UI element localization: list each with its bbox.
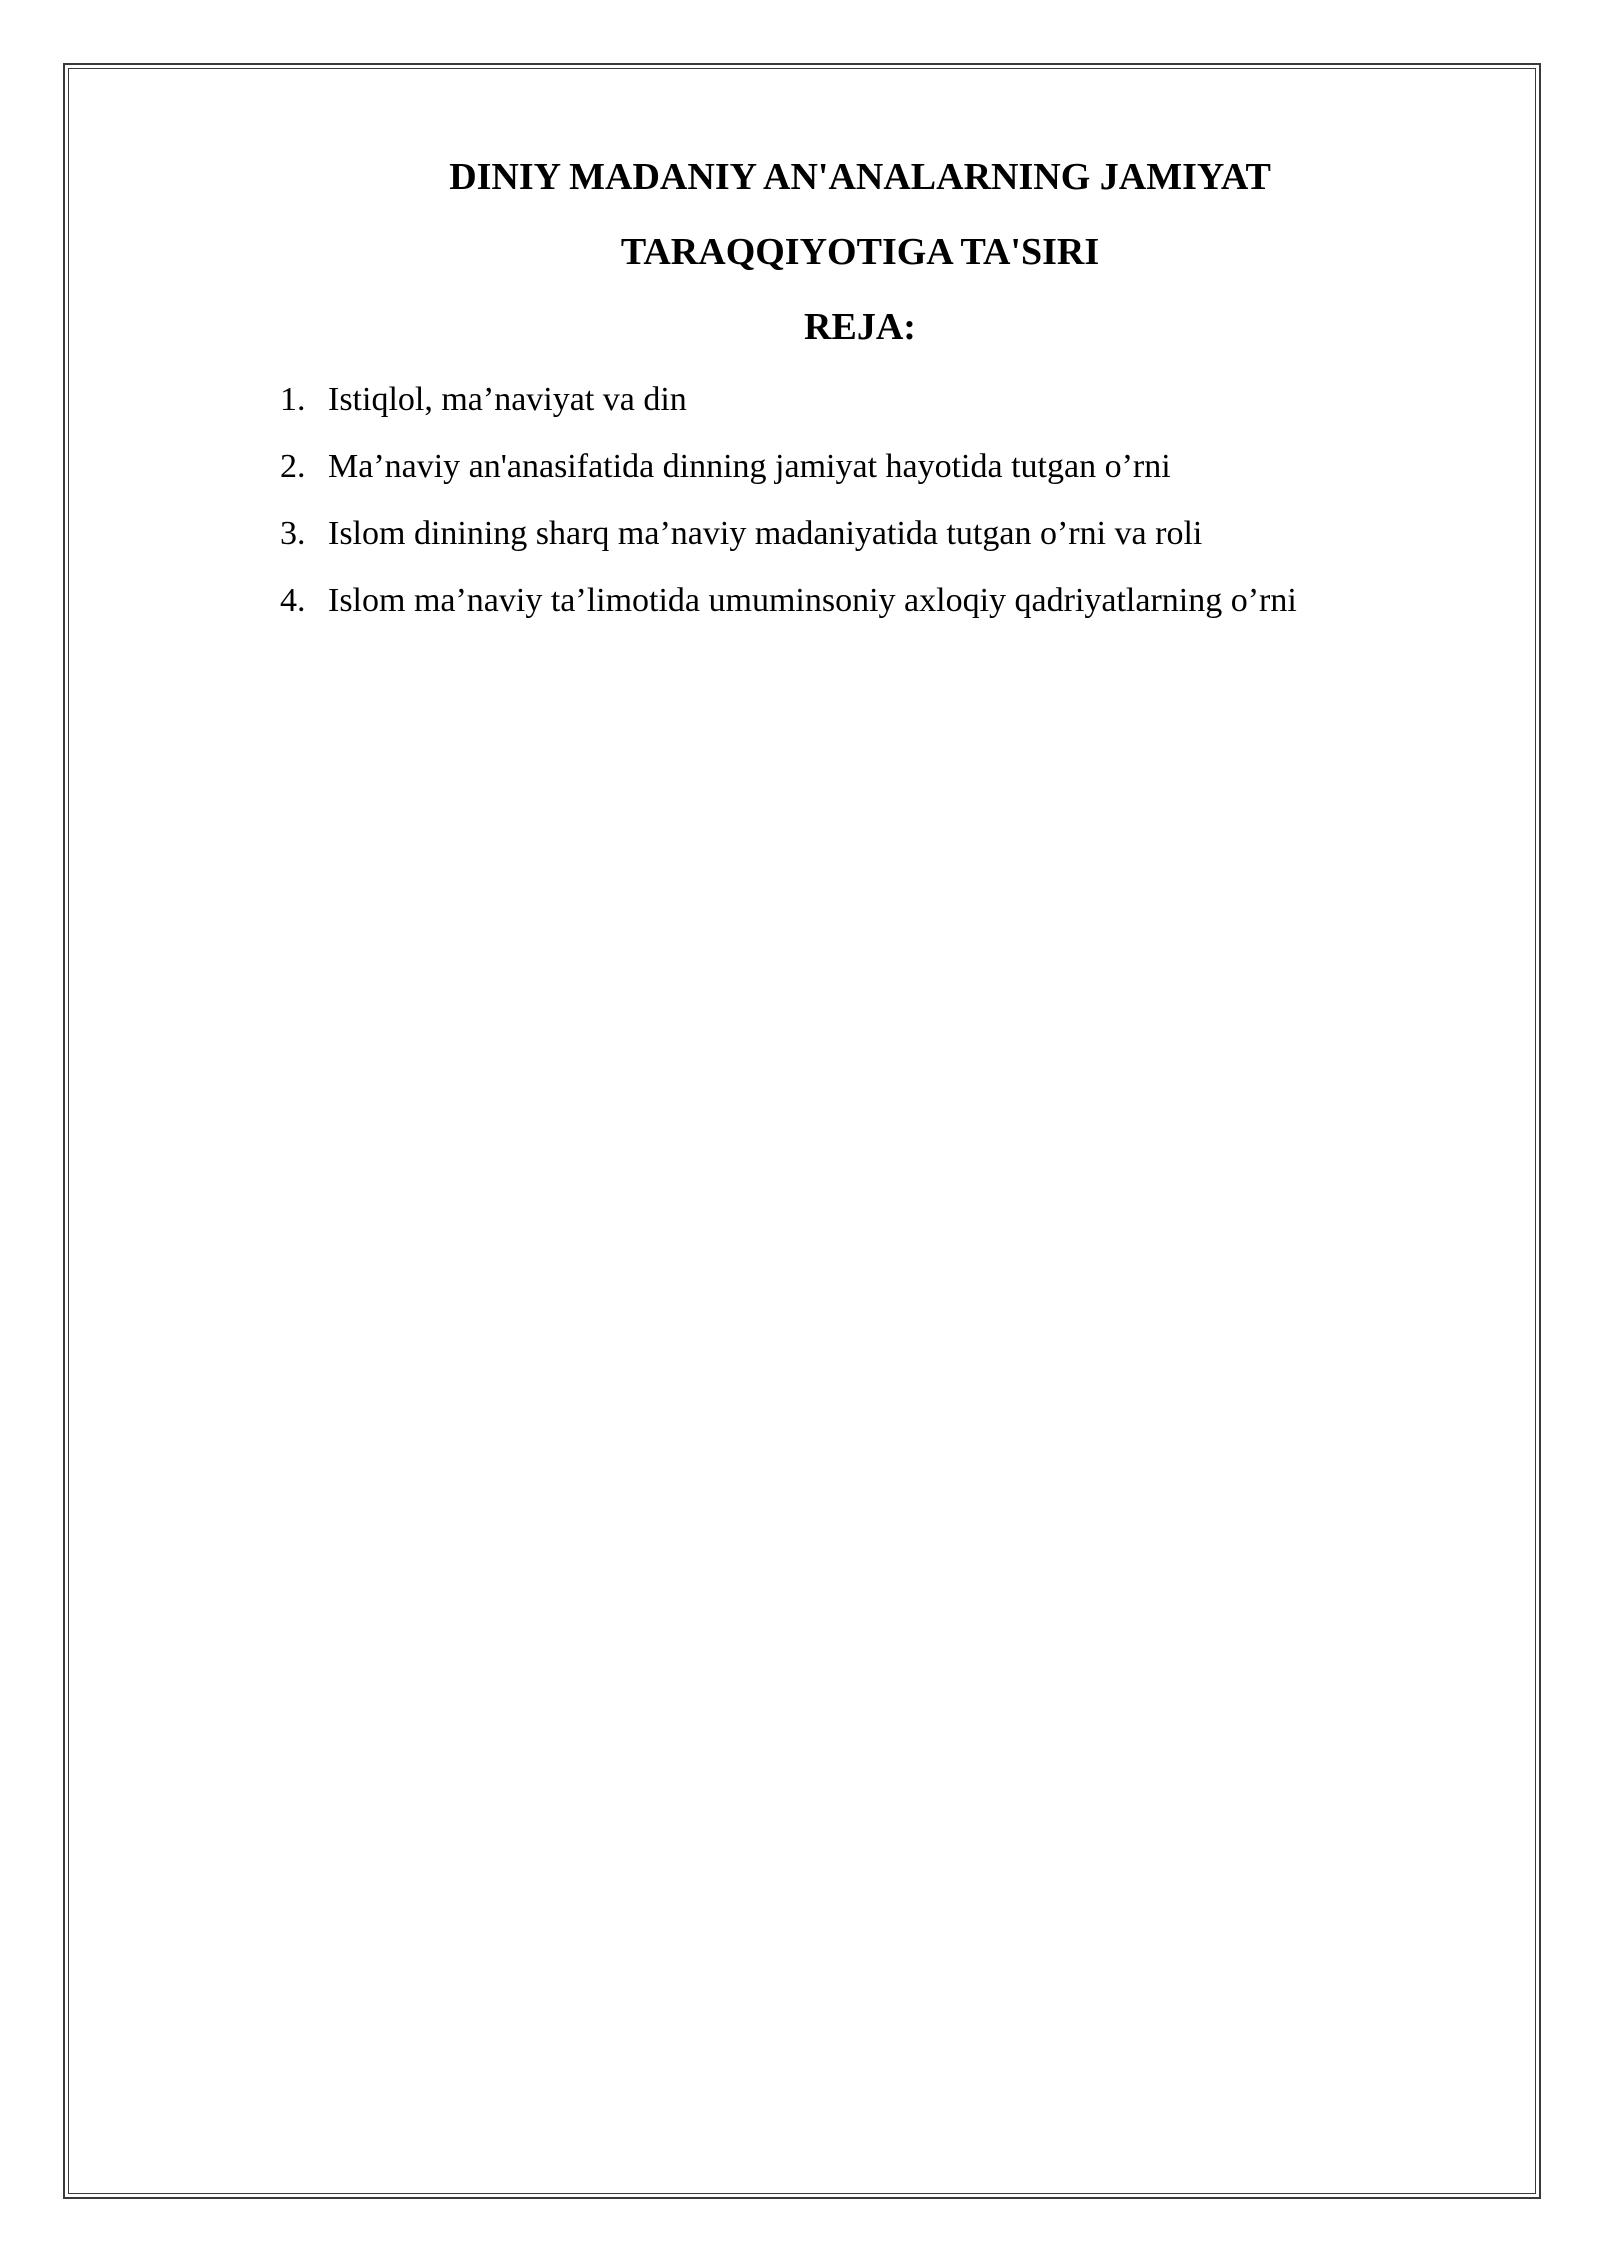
list-item-number: 3.	[280, 515, 306, 552]
title-line-1: DINIY MADANIY AN'ANALARNING JAMIYAT	[449, 156, 1271, 198]
list-item-text: Ma’naviy an'anasifatida dinning jamiyat hayotida tutgan o’rni	[328, 448, 1171, 485]
list-item-number: 1.	[280, 381, 306, 418]
list-item	[280, 500, 1297, 567]
document-title	[160, 140, 1560, 290]
list-item-text: Islom ma’naviy ta’limotida umuminsoniy axloqiy qadriyatlarning o’rni	[328, 582, 1297, 619]
list-item-text: Islom dinining sharq ma’naviy madaniyatida tutgan o’rni va roli	[328, 515, 1203, 552]
list-item	[280, 567, 1297, 634]
plan-heading: REJA:	[804, 306, 916, 348]
list-item-text: Istiqlol, ma’naviyat va din	[328, 381, 687, 418]
plan-list	[280, 366, 1297, 634]
list-item-number: 2.	[280, 448, 306, 485]
list-item	[280, 433, 1297, 500]
list-item-number: 4.	[280, 582, 306, 619]
title-line-2: TARAQQIYOTIGA TA'SIRI	[620, 231, 1100, 273]
list-item	[280, 366, 1297, 433]
